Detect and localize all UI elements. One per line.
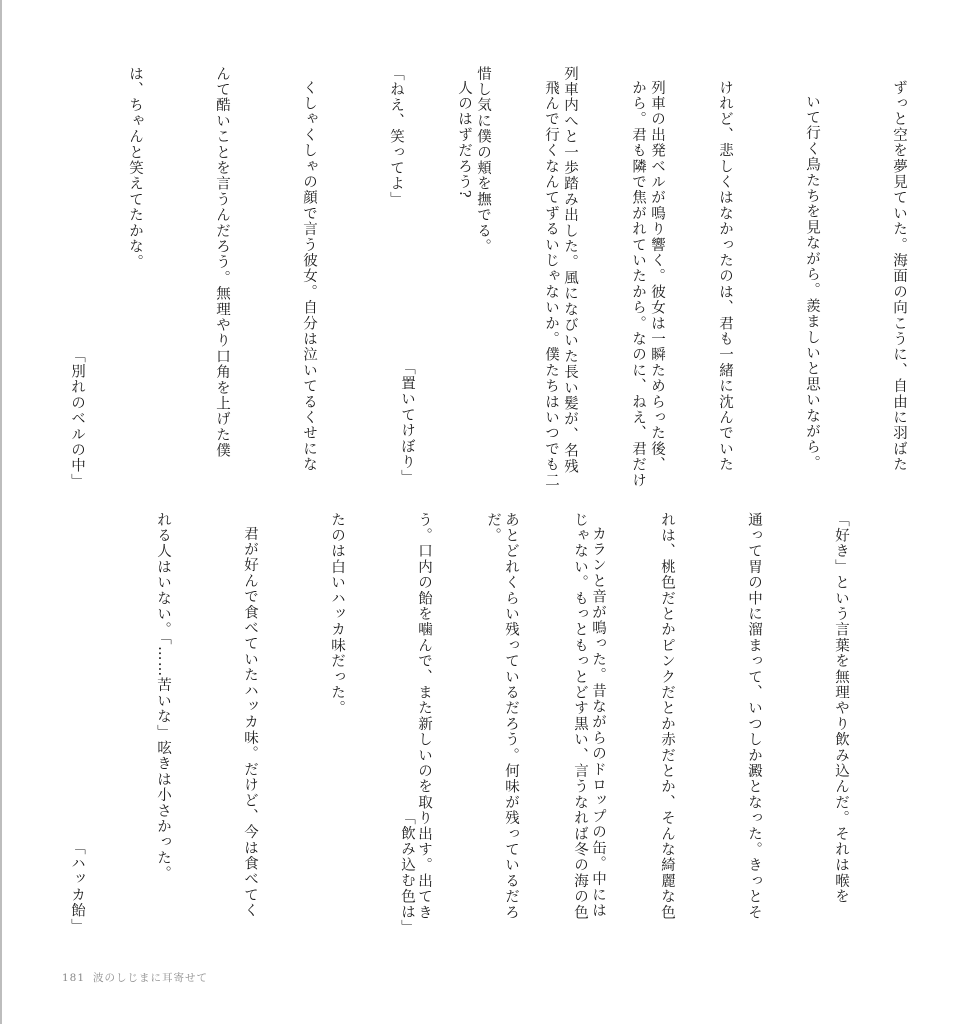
story-line: いて行く鳥たちを見ながら。羨ましいと思いながら。 [804, 94, 820, 471]
page-footer [62, 970, 216, 985]
story-line: 飛んで行くなんてずるいじゃないか。僕たちはいつでも二 [543, 80, 559, 489]
story-line: ずっと空を夢見ていた。海面の向こうに、自由に羽ばた [891, 80, 907, 473]
story-line: 列車の出発ベルが鳴り響く。彼女は一瞬ためらった後、 [649, 80, 665, 473]
story-line: くしゃくしゃの顔で言う彼女。自分は泣いてるくせにな [301, 80, 317, 473]
story-line: あとどれくらい残っているだろう。何味が残っているだろ [503, 512, 519, 921]
story-nomikomu-title: 「飲み込む色は」 [399, 810, 415, 936]
story-line: う。口内の飴を噛んで、また新しいのを取り出す。出てき [416, 512, 432, 921]
story-line: れる人はいない。「……苦いな」呟きは小さかった。 [155, 512, 171, 882]
story-line: けれど、悲しくはなかったのは、君も一緒に沈んでいた [717, 80, 733, 473]
story-okitekebori-title: 「置いてけぼり」 [399, 360, 415, 486]
page-edge [0, 0, 2, 1024]
story-line: じゃない。もっともっとどす黒い、言うなれば冬の海の色 [572, 512, 588, 921]
page-number: 181 [62, 972, 86, 984]
story-line: から。君も隣で焦がれていたから。なのに、ねえ、君だけ [630, 80, 646, 489]
story-line: カランと音が鳴った。昔ながらのドロップの缶。中には [590, 526, 606, 919]
story-line: は、ちゃんと笑えてたかな。 [127, 66, 143, 271]
story-line: 「ねえ、笑ってよ」 [388, 66, 404, 208]
story-line: 惜し気に僕の頬を撫でる。 [475, 66, 491, 255]
story-line: 通って胃の中に溜まって、いつしか澱となった。きっとそ [746, 512, 762, 921]
book-title: 波のしじまに耳寄せて [93, 972, 209, 984]
story-line: 君が好んで食べていたハッカ味。だけど、今は食べてく [242, 526, 258, 919]
story-line: 「好き」という言葉を無理やり飲み込んだ。それは喉を [833, 512, 849, 905]
story-line: だ。 [485, 512, 501, 544]
story-line: 列車内へと一歩踏み出した。風になびいた長い髪が、名残 [562, 66, 578, 475]
story-line: んて酷いことを言うんだろう。無理やり口角を上げた僕 [214, 66, 230, 459]
story-hakka-body [119, 512, 670, 920]
story-hakka-title: 「ハッカ飴」 [69, 840, 85, 935]
story-line: 人のはずだろう? [456, 80, 472, 199]
story-wakare-title: 「別れのベルの中」 [69, 348, 85, 490]
story-line: たのは白いハッカ味だった。 [329, 512, 345, 717]
story-line: れは、桃色だとかピンクだとか赤だとか、そんな綺麗な色 [659, 512, 675, 921]
story-wakare-body [91, 66, 729, 474]
